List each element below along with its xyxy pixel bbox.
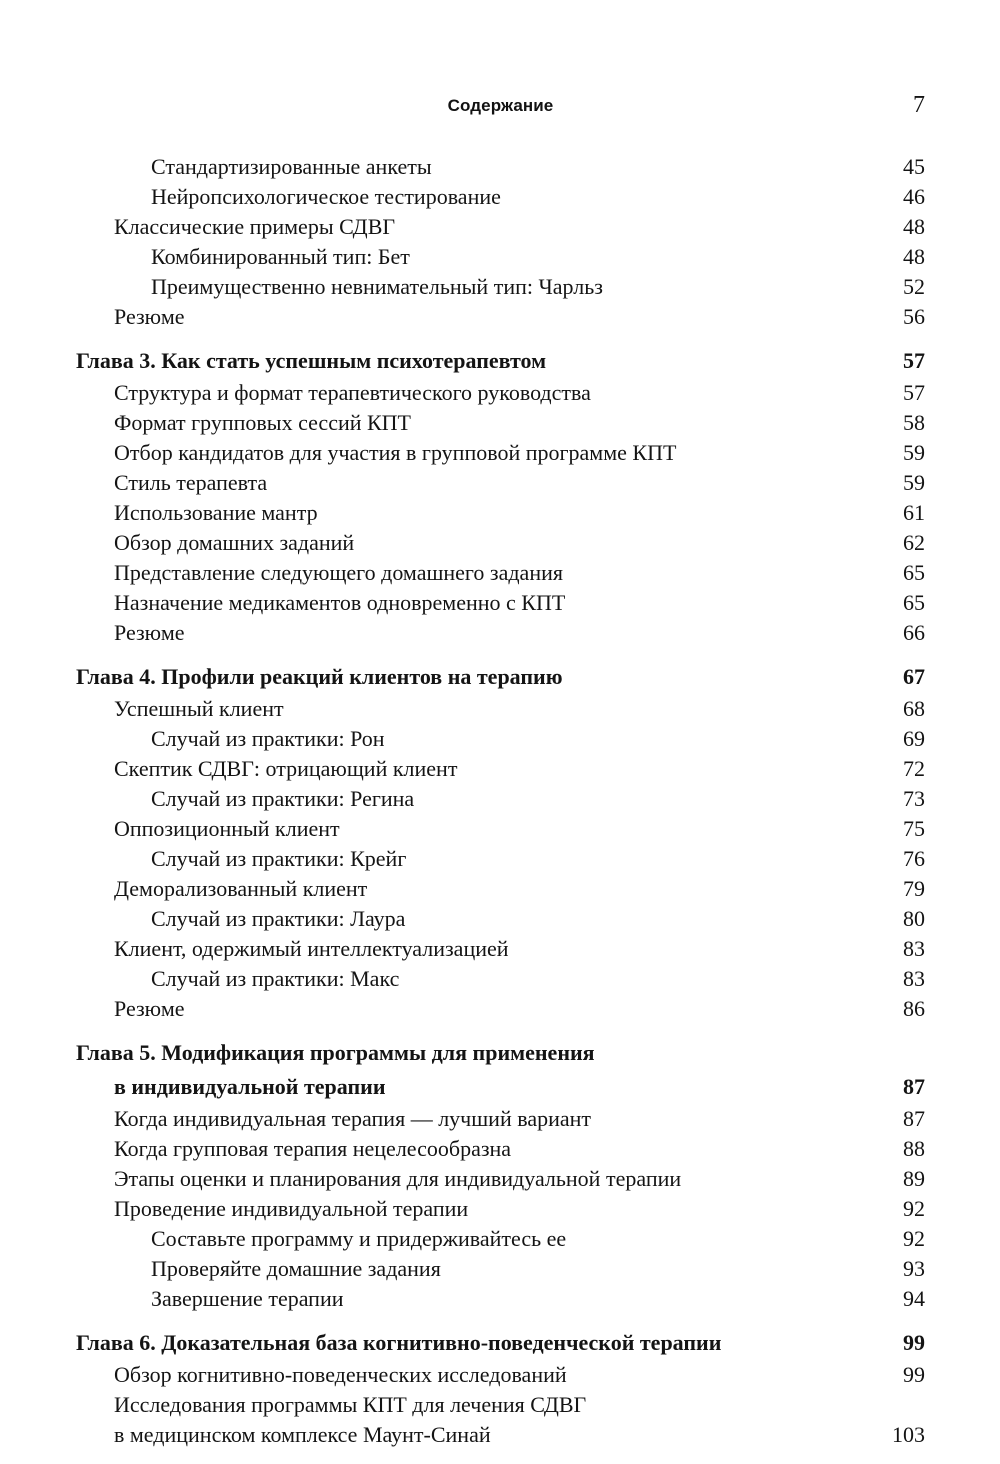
- toc-entry-row[interactable]: [76, 1420, 925, 1450]
- toc-entry-page-number: 59: [903, 440, 925, 465]
- toc-entry-page-number: 52: [903, 274, 925, 299]
- toc-entry-row[interactable]: [76, 438, 925, 468]
- toc-chapter-label: Глава 4. Профили реакций клиентов на терапию: [76, 664, 563, 689]
- toc-entry-page-number: 73: [903, 786, 925, 811]
- toc-entry-page-number: 92: [903, 1196, 925, 1221]
- toc-entry-row[interactable]: [76, 754, 925, 784]
- toc-entry-label: Стандартизированные анкеты: [151, 154, 432, 179]
- toc-entry-row[interactable]: [76, 558, 925, 588]
- toc-entry-row[interactable]: [76, 498, 925, 528]
- toc-entry-row[interactable]: [76, 272, 925, 302]
- toc-entry-page-number: 87: [903, 1106, 925, 1131]
- toc-entry-label: Когда групповая терапия нецелесообразна: [114, 1136, 512, 1161]
- toc-entry-page-number: 92: [903, 1226, 925, 1251]
- toc-entry-label: Комбинированный тип: Бет: [151, 244, 410, 269]
- toc-entry-row[interactable]: [76, 242, 925, 272]
- toc-entry-page-number: 103: [892, 1422, 925, 1447]
- toc-entry-label: Отбор кандидатов для участия в групповой программе КПТ: [114, 440, 677, 465]
- toc-entry-label: Преимущественно невнимательный тип: Чарльз: [151, 274, 603, 299]
- toc-entry-row[interactable]: [76, 814, 925, 844]
- toc-entry-page-number: 46: [903, 184, 925, 209]
- toc-entry-row[interactable]: [76, 784, 925, 814]
- toc-entry-page-number: 69: [903, 726, 925, 751]
- toc-entry-page-number: 48: [903, 244, 925, 269]
- toc-entry-row[interactable]: [76, 1134, 925, 1164]
- toc-chapter-row[interactable]: [76, 660, 925, 694]
- toc-entry-page-number: 65: [903, 590, 925, 615]
- toc-entry-page-number: 93: [903, 1256, 925, 1281]
- toc-entry-row[interactable]: [76, 618, 925, 648]
- toc-entry-row[interactable]: [76, 904, 925, 934]
- toc-entry-label: Нейропсихологическое тестирование: [151, 184, 501, 209]
- toc-entry-page-number: 57: [903, 380, 925, 405]
- toc-entry-page-number: 67: [903, 664, 925, 689]
- toc-entry-row[interactable]: [76, 1254, 925, 1284]
- running-head-title: Содержание: [447, 96, 554, 115]
- toc-entry-page-number: 86: [903, 996, 925, 1021]
- toc-entry-row[interactable]: [76, 964, 925, 994]
- toc-entry-row[interactable]: [76, 212, 925, 242]
- toc-entry-row[interactable]: [76, 152, 925, 182]
- toc-entry-row[interactable]: [76, 1104, 925, 1134]
- toc-entry-page-number: 80: [903, 906, 925, 931]
- toc-entry-row[interactable]: [76, 1194, 925, 1224]
- toc-entry-label: Составьте программу и придерживайтесь ее: [151, 1226, 567, 1251]
- toc-chapter-row[interactable]: [76, 1070, 925, 1104]
- toc-entry-page-number: 59: [903, 470, 925, 495]
- toc-entry-row[interactable]: [76, 994, 925, 1024]
- toc-entry-label: Резюме: [114, 996, 185, 1021]
- toc-entry-row[interactable]: [76, 378, 925, 408]
- toc-entry-label: Структура и формат терапевтического руководства: [114, 380, 591, 405]
- toc-entry-label: Использование мантр: [114, 500, 318, 525]
- toc-chapter-label: Глава 6. Доказательная база когнитивно-поведенческой терапии: [76, 1330, 722, 1355]
- toc-entry-page-number: 76: [903, 846, 925, 871]
- toc-entry-row[interactable]: [76, 724, 925, 754]
- toc-entry-row[interactable]: [76, 694, 925, 724]
- toc-entry-label: Завершение терапии: [151, 1286, 344, 1311]
- toc-entry-page-number: 87: [903, 1074, 925, 1099]
- toc-entry-page-number: 65: [903, 560, 925, 585]
- toc-chapter-label: в индивидуальной терапии: [114, 1074, 386, 1099]
- toc-entry-row[interactable]: [76, 588, 925, 618]
- toc-entry-label: Клиент, одержимый интеллектуализацией: [114, 936, 509, 961]
- toc-entry-row[interactable]: [76, 934, 925, 964]
- toc-entry-page-number: 83: [903, 936, 925, 961]
- toc-entry-page-number: 45: [903, 154, 925, 179]
- toc-entry-label: Проверяйте домашние задания: [151, 1256, 441, 1281]
- toc-entry-label: Когда индивидуальная терапия — лучший вариант: [114, 1106, 592, 1131]
- toc-entry-label: Обзор когнитивно-поведенческих исследований: [114, 1362, 567, 1387]
- toc-entry-label: Деморализованный клиент: [114, 876, 368, 901]
- toc-entry-label: Назначение медикаментов одновременно с КПТ: [114, 590, 566, 615]
- toc-entry-page-number: 56: [903, 304, 925, 329]
- toc-entry-label: Исследования программы КПТ для лечения СДВГ: [114, 1392, 587, 1417]
- toc-entry-page-number: 88: [903, 1136, 925, 1161]
- toc-entry-label: Успешный клиент: [114, 696, 284, 721]
- toc-entry-page-number: 62: [903, 530, 925, 555]
- toc-entry-page-number: 83: [903, 966, 925, 991]
- running-head: [76, 92, 925, 124]
- toc-entry-page-number: 89: [903, 1166, 925, 1191]
- toc-entry-label: Случай из практики: Лаура: [151, 906, 406, 931]
- toc-entry-label: Резюме: [114, 304, 185, 329]
- toc-entry-row[interactable]: [76, 844, 925, 874]
- toc-entry-label: Случай из практики: Рон: [151, 726, 385, 751]
- toc-entry-label: в медицинском комплексе Маунт-Синай: [114, 1422, 491, 1447]
- toc-entry-label: Случай из практики: Крейг: [151, 846, 407, 871]
- toc-entry-label: Оппозиционный клиент: [114, 816, 340, 841]
- toc-entry-label: Скептик СДВГ: отрицающий клиент: [114, 756, 458, 781]
- toc-entry-label: Формат групповых сессий КПТ: [114, 410, 411, 435]
- toc-entry-page-number: 99: [903, 1330, 925, 1355]
- toc-entry-row[interactable]: [76, 468, 925, 498]
- toc-entry-page-number: 61: [903, 500, 925, 525]
- toc-entry-label: Случай из практики: Макс: [151, 966, 400, 991]
- toc-chapter-row[interactable]: [76, 1326, 925, 1360]
- toc-entry-page-number: 72: [903, 756, 925, 781]
- toc-entry-label: Резюме: [114, 620, 185, 645]
- toc-entry-row[interactable]: [76, 1164, 925, 1194]
- toc-entry-row[interactable]: [76, 1360, 925, 1390]
- table-of-contents: [76, 152, 925, 1450]
- toc-entry-label: Обзор домашних заданий: [114, 530, 355, 555]
- toc-chapter-row[interactable]: [76, 1036, 925, 1070]
- toc-entry-row[interactable]: [76, 874, 925, 904]
- toc-entry-page-number: 79: [903, 876, 925, 901]
- toc-entry-page-number: 99: [903, 1362, 925, 1387]
- toc-entry-page-number: 57: [903, 348, 925, 373]
- toc-entry-row[interactable]: [76, 1390, 925, 1420]
- toc-entry-label: Случай из практики: Регина: [151, 786, 415, 811]
- toc-entry-label: Классические примеры СДВГ: [114, 214, 396, 239]
- toc-chapter-label: Глава 3. Как стать успешным психотерапевтом: [76, 348, 547, 373]
- toc-entry-label: Проведение индивидуальной терапии: [114, 1196, 469, 1221]
- toc-entry-label: Представление следующего домашнего задания: [114, 560, 563, 585]
- toc-entry-page-number: 66: [903, 620, 925, 645]
- toc-entry-page-number: 94: [903, 1286, 925, 1311]
- toc-entry-page-number: 48: [903, 214, 925, 239]
- toc-entry-row[interactable]: [76, 302, 925, 332]
- toc-entry-row[interactable]: [76, 182, 925, 212]
- toc-chapter-label: Глава 5. Модификация программы для применения: [76, 1040, 595, 1065]
- toc-entry-row[interactable]: [76, 1284, 925, 1314]
- toc-entry-page-number: 58: [903, 410, 925, 435]
- toc-entry-row[interactable]: [76, 528, 925, 558]
- toc-chapter-row[interactable]: [76, 344, 925, 378]
- toc-entry-row[interactable]: [76, 408, 925, 438]
- toc-entry-label: Этапы оценки и планирования для индивидуальной терапии: [114, 1166, 682, 1191]
- toc-entry-page-number: 68: [903, 696, 925, 721]
- toc-entry-row[interactable]: [76, 1224, 925, 1254]
- toc-entry-label: Стиль терапевта: [114, 470, 268, 495]
- toc-entry-page-number: 75: [903, 816, 925, 841]
- page-folio: 7: [913, 92, 925, 118]
